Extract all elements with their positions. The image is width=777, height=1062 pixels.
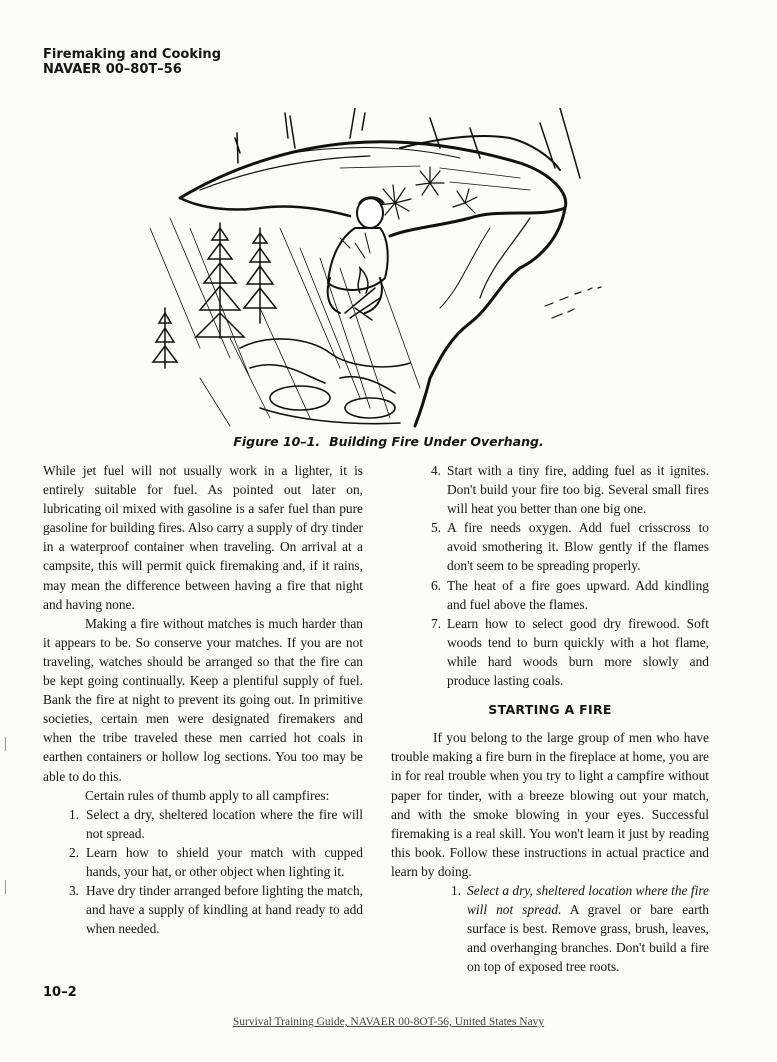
list-item (391, 518, 709, 575)
scan-mark (5, 737, 6, 751)
list-item (391, 576, 709, 614)
list-item-text: Have dry tinder arranged before lighting the match, and have a supply of kindling at hand ready to add when needed. (86, 883, 363, 937)
list-item-text: Learn how to shield your match with cupped hands, your hat, or other object when lighting it. (86, 844, 363, 879)
list-item-rest: A gravel or bare earth surface is best. Remove grass, brush, leaves, and overhanging branches. Don't build a fire on top of exposed tree roots. (467, 902, 709, 975)
header-document-code: NAVAER 00–80T–56 (43, 62, 182, 77)
list-item-text: The heat of a fire goes upward. Add kindling and fuel above the flames. (447, 577, 709, 612)
list-item-number: 7. (430, 615, 441, 631)
list-item (43, 805, 363, 843)
list-item (391, 461, 709, 518)
list-item (391, 614, 709, 690)
list-item-text: Learn how to select good dry firewood. Soft woods tend to burn quickly with a hot flame, while hard woods burn more slowly and produce lasting coals. (447, 615, 709, 689)
list-item-number: 6. (430, 577, 441, 593)
paragraph-starting-fire: If you belong to the large group of men who have trouble making a fire burn in the fireplace at home, you are in for real trouble when you try to light a campfire without paper for tinder, with a breeze blowing out your match, and with the smoke blowing in your eyes. Successful firemaking is a real skill. You won't learn it just by reading this book. Follow these instructions in actual practice and learn by doing. (391, 730, 709, 879)
figure-title: Building Fire Under Overhang. (329, 434, 544, 449)
list-item-number: 2. (68, 844, 79, 860)
list-item (43, 843, 363, 881)
page-footer (0, 1016, 777, 1028)
list-item-emphasis: Select a dry, sheltered location where the fire will not spread. (467, 882, 709, 918)
list-item-text: Start with a tiny fire, adding fuel as it ignites. Don't build your fire too big. Several small fires will heat you better than one big one. (447, 463, 709, 517)
paragraph-without-matches: Making a fire without matches is much harder than it appears to be. So conserve your matches. If you are not traveling, watches should be arranged so that the fire can be kept going continually. Keep a plentiful supply of fuel. Bank the fire at night to prevent its going out. In primitive societies, certain men were designated firemakers and when the tribe traveled these men carried hot coals in earthen containers or hollow log sections. You too may be able to do this. (43, 615, 363, 784)
right-column (391, 461, 709, 976)
header-section-title: Firemaking and Cooking (43, 47, 221, 62)
rules-intro: Certain rules of thumb apply to all campfires: (85, 787, 330, 803)
list-item-number: 3. (68, 883, 79, 899)
footer-citation: Survival Training Guide, NAVAER 00-8OT-56, United States Navy (232, 1016, 545, 1028)
list-item (391, 881, 709, 976)
list-item (43, 881, 363, 938)
list-item-number: 5. (430, 520, 441, 536)
list-item-text (467, 881, 709, 976)
figure-caption (0, 434, 777, 449)
list-item-text: A fire needs oxygen. Add fuel crisscross to avoid smothering it. Blow gently if the flames don't seem to be spreading properly. (447, 520, 709, 574)
paragraph-jet-fuel: While jet fuel will not usually work in a lighter, it is entirely suitable for fuel. As pointed out later on, lubricating oil mixed with gasoline is a safer fuel than pure gasoline for building fires. Also carry a supply of dry tinder in a waterproof container when traveling. On arrival at a campsite, this will permit quick firemaking and, if it rains, may mean the difference between having a fire that night and having none. (43, 463, 363, 612)
list-item-text: Select a dry, sheltered location where the fire will not spread. (86, 806, 363, 841)
running-header (43, 47, 221, 77)
figure-illustration (140, 108, 610, 430)
left-column (43, 461, 363, 938)
list-item-number: 1. (68, 806, 79, 822)
list-item-number: 1. (450, 882, 461, 898)
page-number: 10–2 (43, 985, 77, 1000)
figure-number: Figure 10–1. (233, 434, 321, 449)
section-heading: STARTING A FIRE (488, 702, 612, 718)
list-item-number: 4. (430, 463, 441, 478)
scan-mark (5, 880, 6, 894)
